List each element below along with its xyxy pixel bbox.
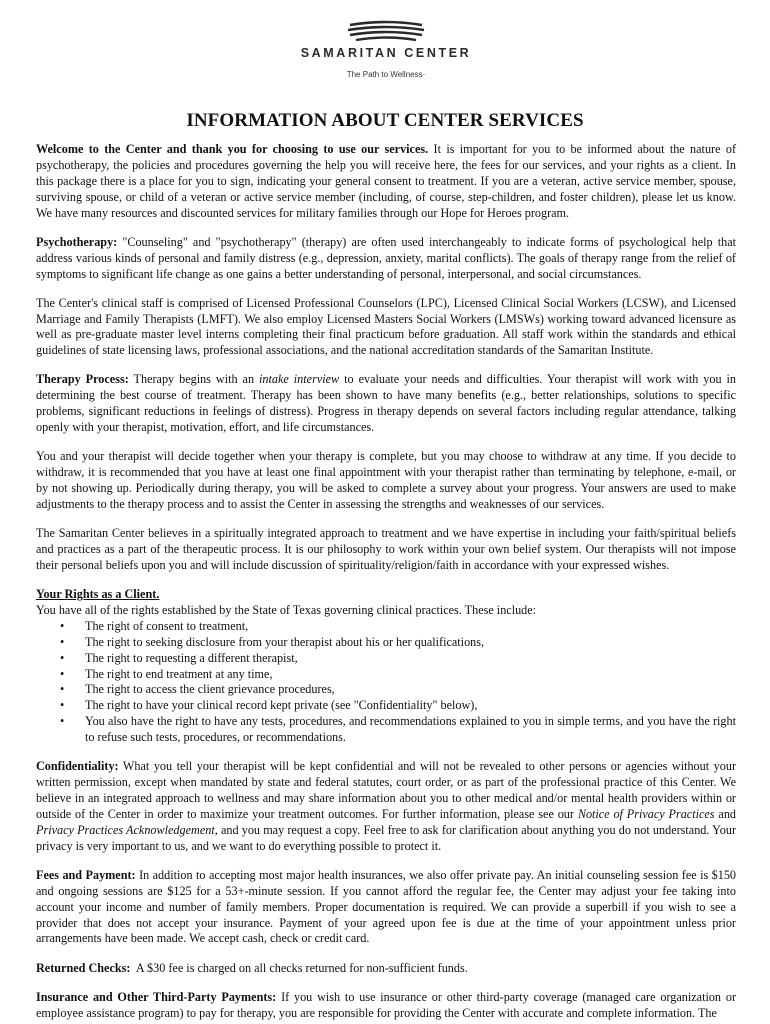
rights-list-item: • The right to access the client grievance procedures,: [36, 682, 736, 698]
returned-checks-heading: Returned Checks:: [36, 960, 131, 975]
stacked-swoosh-lines-icon: [346, 20, 426, 44]
rights-list: [36, 619, 736, 746]
fees-text: In addition to accepting most major health insurances, we also offer private pay. An initial counseling session fee is $150 and ongoing sessions are $125 for a 53+-minute session. If you cannot afford the regular fee, the Center may adjust your fee taking into account your income and number of family members. Proper documentation is required. We can provide a superbill if you wish to see a provider that does not accept your insurance. Payment of your agreed upon fee is due at the time of your appointment unless prior arrangements have been made. We accept cash, check or credit card.: [36, 867, 737, 946]
rights-list-item: • The right to have your clinical record kept private (see "Confidentiality" below),: [36, 698, 736, 714]
confidentiality-heading: Confidentiality:: [36, 759, 119, 774]
confidentiality-text-a: What you tell your therapist will be kept confidential and will not be revealed to other persons or agencies without your written permission, except when mandated by state and federal statutes, court order, or as part of the professional practice of this Center. We believe in an integrated approach to wellness and may share information about you to other medical and/or mental health providers within or outside of the Center in order to maximize your treatment outcomes. For further information, please see our: [36, 759, 737, 821]
therapy-process-text-b: to evaluate your needs and difficulties. Your therapist will work with you in determining the best course of treatment. Therapy has been shown to have many benefits (e.g., better relationships, solutions to specific problems, significant reductions in feelings of distress). Progress in therapy depends on several factors including regular attendance, talking openly with your therapist, motivation, effort, and life circumstances.: [36, 372, 737, 435]
insurance-heading: Insurance and Other Third-Party Payments:: [36, 989, 277, 1004]
rights-section: [36, 587, 736, 746]
org-tagline: The Path to Wellness·: [346, 70, 426, 79]
fees-heading: Fees and Payment:: [36, 867, 136, 882]
completion-paragraph: You and your therapist will decide together when your therapy is complete, but you may choose to withdraw at any time. If you decide to withdraw, it is recommended that you have at least one final appointment with your therapist rather than terminating by telephone, e-mail, or by not showing up. Periodically during therapy, you will be asked to complete a survey about your progress. Your answers are used to make adjustments to the therapy process and to assist the Center in assessing the strengths and weaknesses of our services.: [36, 449, 736, 511]
intake-interview-term: intake interview: [259, 372, 340, 387]
psychotherapy-text: "Counseling" and "psychotherapy" (therapy) are often used interchangeably to indicate forms of psychological help that address various kinds of personal and family distress (e.g., depression, anxiety, marital conflicts). The goals of therapy range from the relief of symptoms to significant life change as one gains a better understanding of personal, interpersonal, and social circumstances.: [36, 234, 736, 281]
spiritual-paragraph: The Samaritan Center believes in a spiritually integrated approach to treatment and we have expertise in including your faith/spiritual beliefs and practices as a part of the therapeutic process. It is our philosophy to work within your own belief system. Our therapists will not impose their personal beliefs upon you and will include discussion of spirituality/religion/faith in accordance with your expressed wishes.: [36, 526, 736, 572]
psychotherapy-heading: Psychotherapy:: [36, 234, 118, 249]
privacy-acknowledgement-title: Privacy Practices Acknowledgement,: [36, 822, 218, 837]
privacy-notice-title: Notice of Privacy Practices: [577, 806, 715, 821]
insurance-paragraph: [36, 990, 736, 1022]
welcome-lead: Welcome to the Center and thank you for choosing to use our services.: [36, 142, 429, 156]
rights-intro: You have all of the rights established by the State of Texas governing clinical practices. These include:: [36, 602, 537, 617]
insurance-text: If you wish to use insurance or other third-party coverage (managed care organization or employee assistance program) to pay for therapy, you are responsible for providing the Center with accurate and complete information. The: [36, 989, 736, 1020]
rights-list-item: • The right to requesting a different therapist,: [36, 651, 736, 667]
org-name: SAMARITAN CENTER: [300, 46, 472, 60]
rights-list-item: • You also have the right to have any tests, procedures, and recommendations explained to you in simple terms, and you have the right to refuse such tests, procedures, or recommendations.: [36, 714, 736, 746]
therapy-process-text-a: Therapy begins with an: [133, 372, 255, 387]
therapy-process-heading: Therapy Process:: [36, 372, 129, 387]
psychotherapy-paragraph: [36, 235, 736, 283]
confidentiality-paragraph: [36, 759, 736, 854]
document-body: [36, 142, 736, 1024]
confidentiality-text-c: and you may request a copy. Feel free to ask for clarification about anything you do not understand. Your privacy is very important to us, and we want to do everything possible to protect it.: [36, 822, 736, 853]
staff-paragraph: The Center's clinical staff is comprised of Licensed Professional Counselors (LPC), Licensed Clinical Social Workers (LCSW), and Licensed Marriage and Family Therapists (LMFT). We also employ Licensed Masters Social Workers (LMSWs) working toward advanced licensure as well as pre-graduate master level interns completing their final practicum before graduation. All staff work within the standards and ethical guidelines of state licensing laws, professional associations, and the national accreditation standards of the Samaritan Institute.: [36, 295, 736, 358]
rights-heading: Your Rights as a Client.: [36, 586, 160, 601]
rights-list-item: • The right to end treatment at any time,: [36, 667, 736, 683]
page-title: INFORMATION ABOUT CENTER SERVICES: [186, 110, 584, 131]
rights-list-item: • The right of consent to treatment,: [36, 619, 736, 635]
welcome-paragraph: [36, 142, 736, 222]
therapy-process-paragraph: [36, 372, 736, 436]
returned-checks-text: A $30 fee is charged on all checks returned for non-sufficient funds.: [135, 960, 468, 975]
rights-list-item: • The right to seeking disclosure from your therapist about his or her qualifications,: [36, 635, 736, 651]
fees-paragraph: [36, 868, 736, 948]
welcome-text: It is important for you to be informed about the nature of psychotherapy, the policies and procedures governing the help you will receive here, the fees for our services, and your rights as a client. In this package there is a place for you to sign, indicating your general consent to treatment. If you are a veteran, active service member, spouse, surviving spouse, or child of a veteran or active service member (including, of course, step-children, and foster children), please let us know. We have many resources and discounted services for military families through our Hope for Heroes program.: [36, 142, 736, 220]
confidentiality-text-b: and: [718, 806, 737, 821]
samaritan-center-logo: [296, 20, 476, 100]
returned-checks-paragraph: [36, 961, 736, 977]
